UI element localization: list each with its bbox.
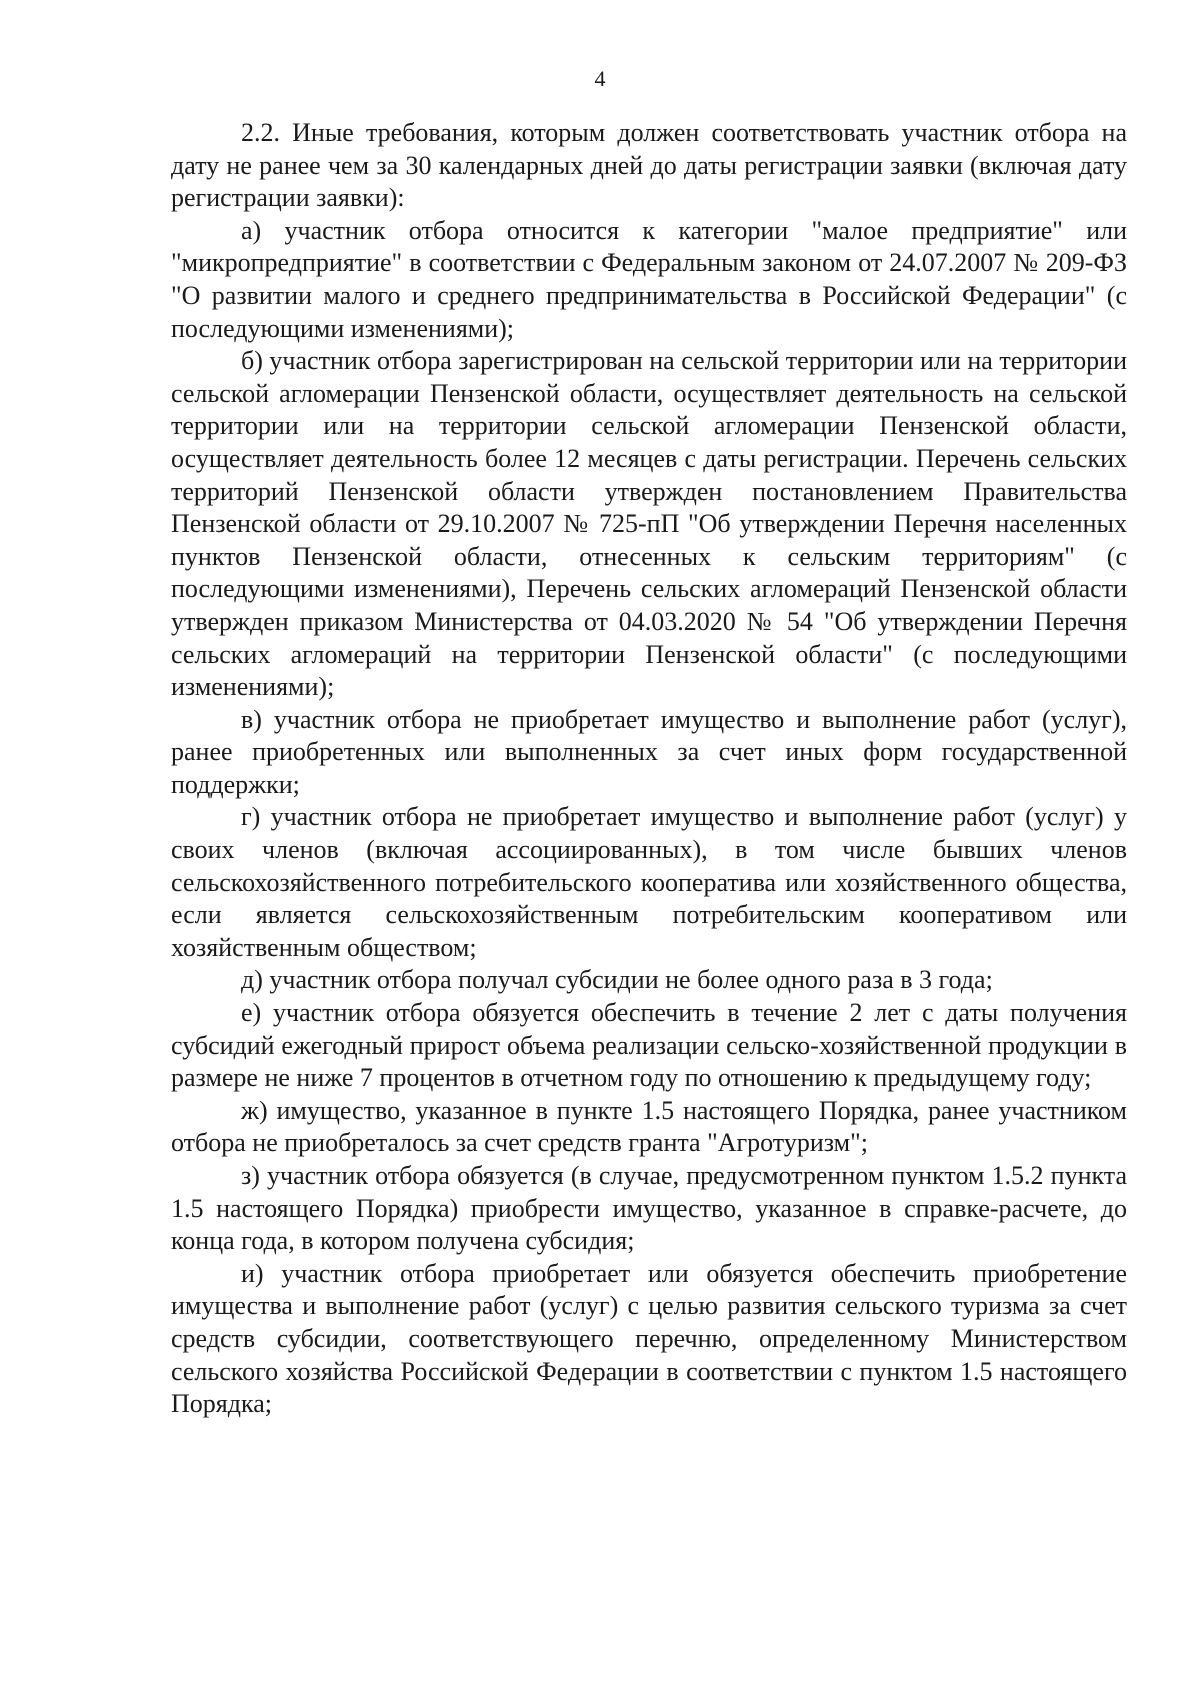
paragraph-d: д) участник отбора получал субсидии не более одного раза в 3 года; [241, 965, 993, 995]
paragraph-z: з) участник отбора обязуется (в случае, предусмотренном пунктом 1.5.2 пункта 1.5 настоящего Порядка) приобрести имущество, указанное в справке-расчете, до конца года, в котором получена субсидия; [171, 1161, 1127, 1256]
page-number: 4 [594, 66, 606, 91]
paragraph-e: е) участник отбора обязуется обеспечить в течение 2 лет с даты получения субсидий ежегодный прирост объема реализации сельско-хозяйственной продукции в размере не ниже 7 процентов в отчетном году по отношению к предыдущему году; [171, 998, 1127, 1093]
paragraph-b: б) участник отбора зарегистрирован на сельской территории или на территории сельской агломерации Пензенской области, осуществляет деятельность на сельской территории или на территории сельской агломерации Пензенской области, осуществляет деятельность более 12 месяцев с даты регистрации. Перечень сельских территорий Пензенской области утвержден постановлением Правительства Пензенской области от 29.10.2007 № 725-пП "Об утверждении Перечня населенных пунктов Пензенской области, отнесенных к сельским территориям" (с последующими изменениями), Перечень сельских агломераций Пензенской области утвержден приказом Министерства от 04.03.2020 № 54 "Об утверждении Перечня сельских агломераций на территории Пензенской области" (с последующими изменениями); [171, 346, 1127, 702]
paragraph-g: г) участник отбора не приобретает имущество и выполнение работ (услуг) у своих членов (включая ассоциированных), в том числе бывших членов сельскохозяйственного потребительского кооператива или хозяйственного общества, если является сельскохозяйственным потребительским кооперативом или хозяйственным обществом; [171, 802, 1127, 962]
document-body [171, 117, 1127, 1421]
paragraph-a: а) участник отбора относится к категории "малое предприятие" или "микропредприятие" в соответствии с Федеральным законом от 24.07.2007 № 209-ФЗ "О развитии малого и среднего предпринимательства в Российской Федерации" (с последующими изменениями); [171, 215, 1127, 343]
paragraph-v: в) участник отбора не приобретает имущество и выполнение работ (услуг), ранее приобретенных или выполненных за счет иных форм государственной поддержки; [171, 704, 1127, 799]
paragraph-i: и) участник отбора приобретает или обязуется обеспечить приобретение имущества и выполнение работ (услуг) с целью развития сельского туризма за счет средств субсидии, соответствующего перечню, определенному Министерством сельского хозяйства Российской Федерации в соответствии с пунктом 1.5 настоящего Порядка; [171, 1258, 1127, 1419]
paragraph-zh: ж) имущество, указанное в пункте 1.5 настоящего Порядка, ранее участником отбора не приобреталось за счет средств гранта "Агротуризм"; [171, 1095, 1127, 1158]
paragraph-2-2: 2.2. Иные требования, которым должен соответствовать участник отбора на дату не ранее чем за 30 календарных дней до даты регистрации заявки (включая дату регистрации заявки): [171, 118, 1127, 213]
